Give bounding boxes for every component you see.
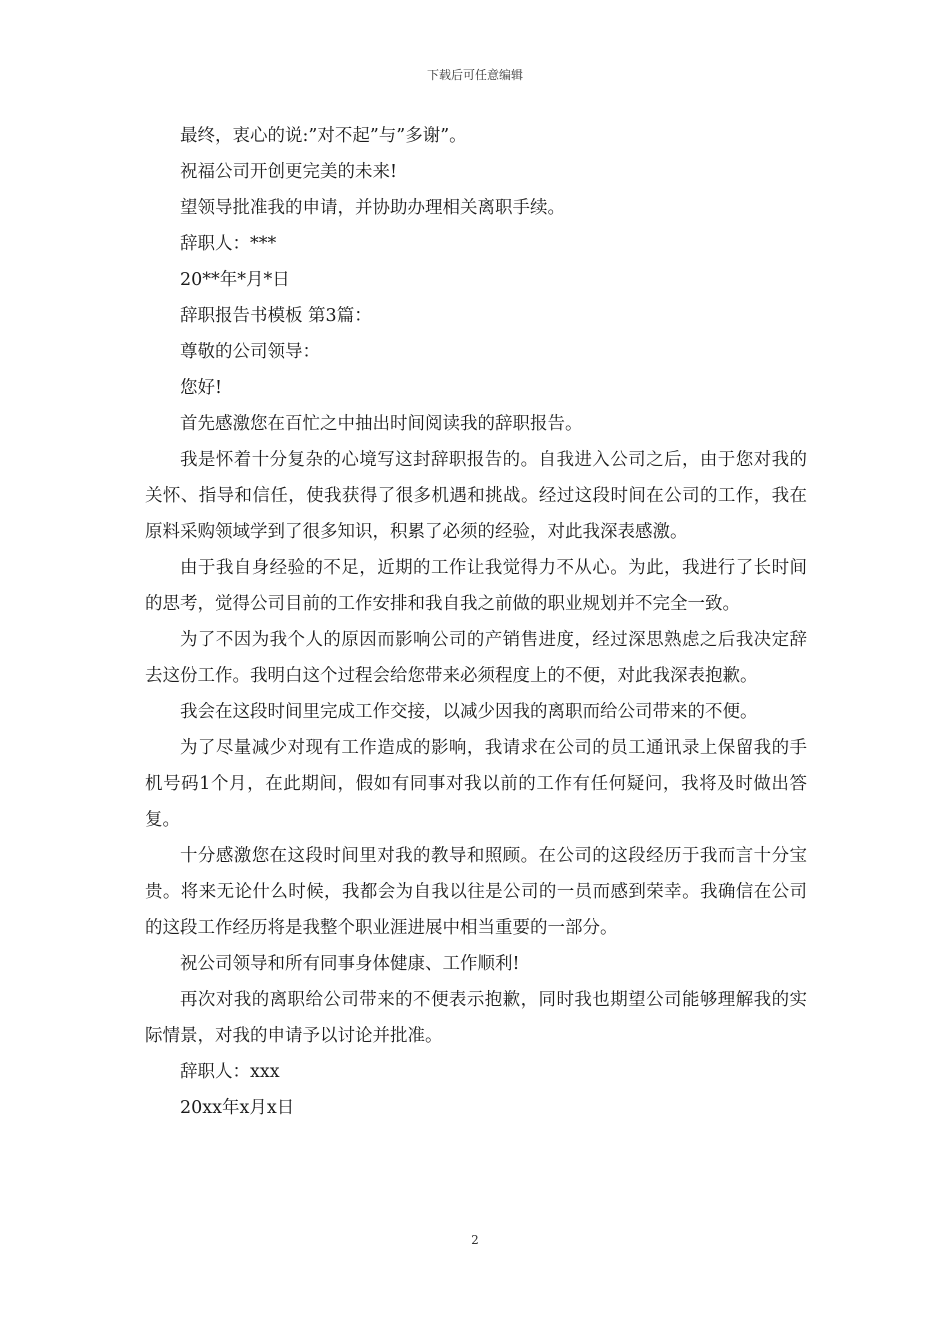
paragraph: 首先感激您在百忙之中抽出时间阅读我的辞职报告。 <box>180 414 583 434</box>
paragraph: 我会在这段时间里完成工作交接，以减少因我的离职而给公司带来的不便。 <box>180 702 758 722</box>
paragraph: 祝福公司开创更完美的未来! <box>180 162 398 182</box>
greeting: 您好! <box>180 378 223 398</box>
paragraph: 最终，衷心的说:”对不起”与”多谢”。 <box>180 126 467 146</box>
paragraph: 望领导批准我的申请，并协助办理相关离职手续。 <box>180 198 565 218</box>
paragraph: 为了尽量减少对现有工作造成的影响，我请求在公司的员工通讯录上保留我的手机号码1个月，在此期间，假如有同事对我以前的工作有任何疑问，我将及时做出答复。 <box>145 738 807 830</box>
paragraph: 为了不因为我个人的原因而影响公司的产销售进度，经过深思熟虑之后我决定辞去这份工作。我明白这个过程会给您带来必须程度上的不便，对此我深表抱歉。 <box>145 630 807 686</box>
page-number: 2 <box>471 1233 479 1247</box>
paragraph: 十分感激您在这段时间里对我的教导和照顾。在公司的这段经历于我而言十分宝贵。将来无论什么时候，我都会为自我以往是公司的一员而感到荣幸。我确信在公司的这段工作经历将是我整个职业涯进展中相当重要的一部分。 <box>145 846 807 938</box>
section-title: 辞职报告书模板 第3篇： <box>180 306 372 326</box>
salutation: 尊敬的公司领导： <box>180 342 320 362</box>
paragraph: 由于我自身经验的不足，近期的工作让我觉得力不从心。为此，我进行了长时间的思考，觉得公司目前的工作安排和我自我之前做的职业规划并不完全一致。 <box>145 558 807 614</box>
signature-line: 辞职人：xxx <box>180 1062 280 1082</box>
document-body <box>145 118 807 1126</box>
paragraph: 祝公司领导和所有同事身体健康、工作顺利! <box>180 954 520 974</box>
signature-line: 辞职人：*** <box>180 234 277 254</box>
page-header: 下载后可任意编辑 <box>426 68 523 82</box>
date-line: 20**年*月*日 <box>180 270 290 290</box>
date-line: 20xx年x月x日 <box>180 1098 295 1118</box>
paragraph: 我是怀着十分复杂的心境写这封辞职报告的。自我进入公司之后，由于您对我的关怀、指导和信任，使我获得了很多机遇和挑战。经过这段时间在公司的工作，我在原料采购领域学到了很多知识，积累了必须的经验，对此我深表感激。 <box>145 450 807 542</box>
paragraph: 再次对我的离职给公司带来的不便表示抱歉，同时我也期望公司能够理解我的实际情景，对我的申请予以讨论并批准。 <box>145 990 807 1046</box>
